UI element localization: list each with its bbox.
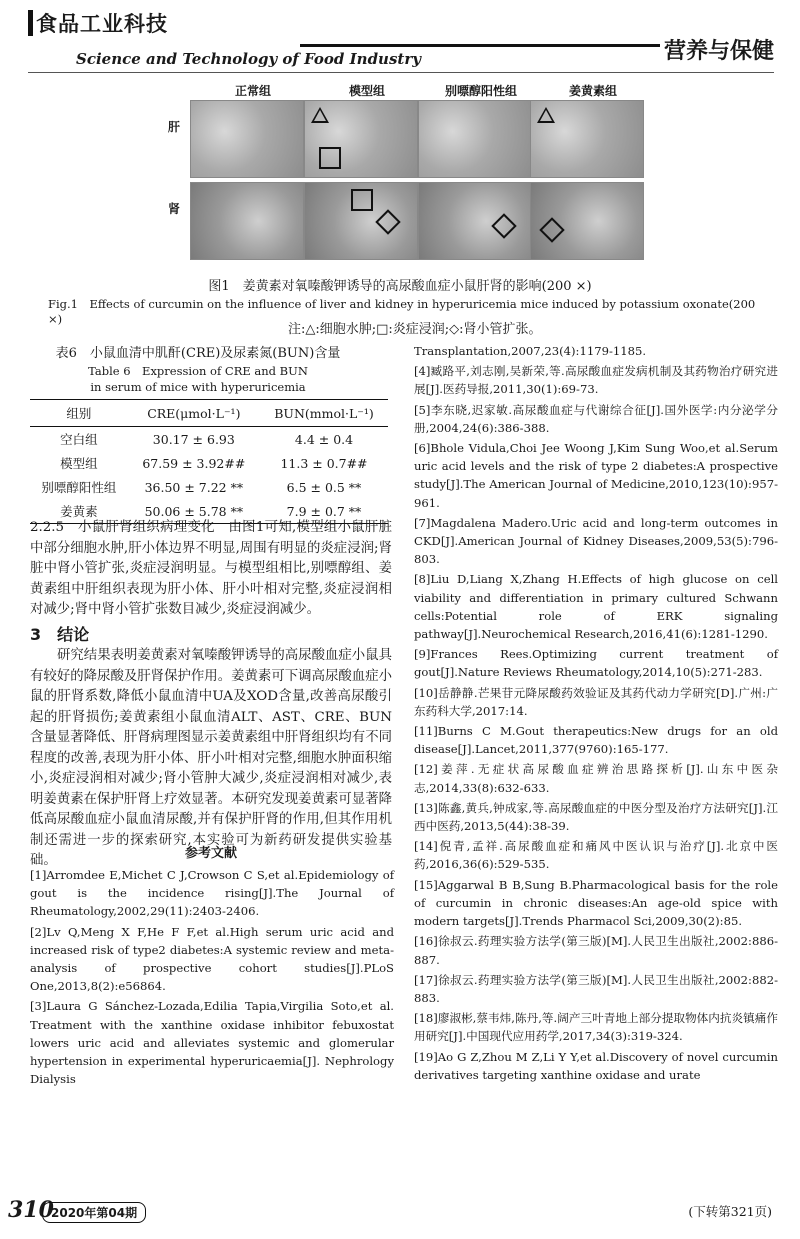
micrograph-liver-model	[304, 100, 418, 178]
issue-badge: 2020年第04期	[42, 1202, 146, 1223]
references-left	[30, 866, 394, 1090]
tubule-dilation-marker-icon	[539, 217, 564, 242]
reference-item: [12]姜萍.无症状高尿酸血症辨治思路探析[J].山东中医杂志,2014,33(8):632-633.	[414, 762, 778, 795]
header-divider	[28, 72, 774, 73]
header-rule	[300, 44, 660, 47]
micrograph-kidney-allopurinol	[418, 182, 532, 260]
journal-title-cn: 食品工业科技	[36, 12, 168, 36]
table-cell: 50.06 ± 5.78 **	[128, 499, 260, 524]
page-number: 310	[8, 1197, 54, 1223]
figure-note: 注:△:细胞水肿;□:炎症浸润;◇:肾小管扩张。	[288, 322, 542, 337]
table-row	[30, 427, 388, 452]
edema-marker-icon	[537, 107, 555, 123]
table-header: 组别	[30, 400, 128, 427]
reference-item: Transplantation,2007,23(4):1179-1185.	[414, 344, 647, 358]
column-title: 营养与保健	[663, 39, 774, 64]
table-cell: 姜黄素	[30, 499, 128, 524]
table-cell: 36.50 ± 7.22 **	[144, 479, 244, 495]
table-header-row	[30, 400, 388, 427]
references-right	[414, 342, 778, 1086]
reference-item: [1]Arromdee E,Michet C J,Crowson C S,et al.Epidemiology of gout is the incidence rising[J].The Journal of Rheumatology,2002,29(11):2403-2406.	[30, 868, 394, 919]
table-cell: 别嘌醇阳性组	[41, 480, 117, 495]
journal-title-en: Science and Technology of Food Industry	[76, 50, 421, 68]
micrograph-kidney-curcumin	[530, 182, 644, 260]
reference-item: [17]徐叔云.药理实验方法学(第三版)[M].人民卫生出版社,2002:882-883.	[414, 972, 778, 1005]
table-cell: 30.17 ± 6.93	[152, 431, 235, 447]
references-heading: 参考文献	[184, 846, 237, 861]
micrograph-liver-allopurinol	[418, 100, 532, 178]
micrograph-liver-curcumin	[530, 100, 644, 178]
section-heading: 3 结论	[30, 625, 90, 644]
tubule-dilation-marker-icon	[491, 213, 516, 238]
reference-item: [19]Ao G Z,Zhou M Z,Li Y Y,et al.Discovery of novel curcumin derivatives targeting xanthine oxidase and urate	[414, 1049, 778, 1082]
table-caption-cn: 表6 小鼠血清中肌酐(CRE)及尿素氮(BUN)含量	[55, 346, 341, 361]
reference-item: [11]Burns C M.Gout therapeutics:New drugs for an old disease[J].Lancet,2011,377(9760):165-177.	[414, 724, 778, 757]
table-row	[30, 451, 388, 475]
fig-col-label: 模型组	[348, 84, 385, 98]
table-cell: 67.59 ± 3.92##	[142, 455, 246, 471]
tubule-dilation-marker-icon	[375, 209, 400, 234]
table-row	[30, 475, 388, 499]
continued-note: (下转第321页)	[688, 1204, 772, 1219]
figure-caption-en: Fig.1 Effects of curcumin on the influence of liver and kidney in hyperuricemia mice induced by potassium oxonate(200 ×)	[48, 297, 756, 326]
table-cell: 6.5 ± 0.5 **	[286, 479, 362, 495]
reference-item: [13]陈鑫,黄兵,钟成家,等.高尿酸血症的中医分型及治疗方法研究[J].江西中医药,2013,5(44):38-39.	[414, 800, 778, 834]
figure-1	[168, 82, 638, 266]
paragraph-2-2-5: 2.2.5 小鼠肝肾组织病理变化 由图1可知,模型组小鼠肝脏中部分细胞水肿,肝小体边界不明显,周围有明显的炎症浸润;肾脏中肾小管扩张,炎症浸润明显。与模型组相比,别嘌醇组、姜黄素组中肝组织表现为肝小体、肝小叶相对完整,炎症浸润相对减少;肾中肾小管扩张数目减少,炎症浸润减少。	[30, 520, 392, 617]
table-header: CRE(μmol·L⁻¹)	[128, 400, 260, 427]
reference-item: [6]Bhole Vidula,Choi Jee Woong J,Kim Sung Woo,et al.Serum uric acid levels and the risk of type 2 diabetes:A prospective study[J].The American Journal of Medicine,2010,123(10):957-961.	[414, 441, 778, 510]
micrograph-kidney-normal	[190, 182, 304, 260]
reference-item: [7]Magdalena Madero.Uric acid and long-term outcomes in CKD[J].American Journal of Kidney Diseases,2009,53(5):796-803.	[414, 515, 778, 567]
edema-marker-icon	[311, 107, 329, 123]
fig-col-label: 姜黄素组	[568, 84, 617, 98]
reference-item: [8]Liu D,Liang X,Zhang H.Effects of high glucose on cell viability and differentiation in primary cultured Schwann cells:Potential role of ERK signaling pathway[J].Neurochemical Research,2016,41(6):1281-1290.	[414, 572, 778, 642]
reference-item: [2]Lv Q,Meng X F,He F F,et al.High serum uric acid and increased risk of type2 diabetes:A systemic review and meta-analysis of prospective cohort studies[J].PLoS One,2013,8(2):e56864.	[30, 924, 394, 994]
reference-item: [16]徐叔云.药理实验方法学(第三版)[M].人民卫生出版社,2002:886-887.	[414, 934, 778, 967]
inflammation-marker-icon	[351, 189, 373, 211]
fig-row-label: 肾	[168, 202, 181, 216]
reference-item: [4]臧路平,刘志刚,吴新荣,等.高尿酸血症发病机制及其药物治疗研究进展[J].医药导报,2011,30(1):69-73.	[414, 364, 778, 397]
inflammation-marker-icon	[319, 147, 341, 169]
micrograph-liver-normal	[190, 100, 304, 178]
figure-caption-cn: 图1 姜黄素对氧嗪酸钾诱导的高尿酸血症小鼠肝肾的影响(200 ×)	[208, 279, 592, 294]
reference-item: [14]倪青,孟祥.高尿酸血症和痛风中医认识与治疗[J].北京中医药,2016,36(6):529-535.	[414, 839, 778, 872]
reference-item: [10]岳静静.芒果苷元降尿酸药效验证及其药代动力学研究[D].广州:广东药科大学,2017:14.	[414, 685, 778, 718]
reference-item: [18]廖淑彬,蔡韦炜,陈丹,等.阔产三叶青地上部分提取物体内抗炎镇痛作用研究[J].中国现代应用药学,2017,34(3):319-324.	[414, 1011, 778, 1044]
paragraph-conclusion: 研究结果表明姜黄素对氧嗪酸钾诱导的高尿酸血症小鼠具有较好的降尿酸及肝肾保护作用。姜黄素可下调高尿酸血症小鼠的肝肾系数,降低小鼠血清中UA及XOD含量,改善高尿酸引起的肝肾损伤;姜黄素组小鼠血清ALT、AST、CRE、BUN含量显著降低、肝肾病理图显示姜黄素组中肝肾组织均有不同程度的改善,表现为肝小体、肝小叶相对完整,细胞水肿面积缩小,炎症浸润相对减少;肾小管肿大减少,炎症浸润相对减少,表明姜黄素在保护肝肾上疗效显著。本研究发现姜黄素可显著降低高尿酸血症小鼠血清尿酸,并有保护肝肾的作用,但其作用机制还需进一步的探索研究,本实验可为新药研发提供实验基础。	[30, 648, 392, 868]
fig-col-label: 别嘌醇阳性组	[444, 84, 517, 98]
table-cell: 11.3 ± 0.7##	[280, 455, 368, 471]
reference-item: [15]Aggarwal B B,Sung B.Pharmacological basis for the role of curcumin in chronic diseases:An age-old spice with modern targets[J].Trends Pharmacol Sci,2009,30(2):85.	[414, 877, 778, 929]
table-caption-en: Table 6 Expression of CRE and BUN	[88, 364, 308, 378]
table-header: BUN(mmol·L⁻¹)	[260, 400, 388, 427]
reference-item: [3]Laura G Sánchez-Lozada,Edilia Tapia,Virgilia Soto,et al. Treatment with the xanthine oxidase inhibitor febuxostat lowers uric acid and alleviates systemic and glomerular hypertension in experimental hyperuricaemia[J]. Nephrology Dialysis	[30, 999, 394, 1087]
table-cell: 空白组	[60, 432, 98, 447]
table-caption-en-2: in serum of mice with hyperuricemia	[90, 380, 306, 394]
journal-bar	[28, 10, 33, 36]
page-header	[0, 0, 800, 72]
reference-item: [9]Frances Rees.Optimizing current treatment of gout[J].Nature Reviews Rheumatology,2014,10(5):271-283.	[414, 647, 778, 680]
table-cell: 7.9 ± 0.7 **	[260, 499, 388, 524]
fig-row-label: 肝	[168, 120, 181, 134]
reference-item: [5]李东晓,迟家敏.高尿酸血症与代谢综合征[J].国外医学:内分泌学分册,2004,24(6):386-388.	[414, 402, 778, 435]
table-cell: 4.4 ± 0.4	[294, 431, 354, 447]
fig-col-label: 正常组	[234, 84, 271, 98]
micrograph-kidney-model	[304, 182, 418, 260]
data-table	[30, 399, 388, 524]
table-cell: 模型组	[60, 456, 98, 471]
